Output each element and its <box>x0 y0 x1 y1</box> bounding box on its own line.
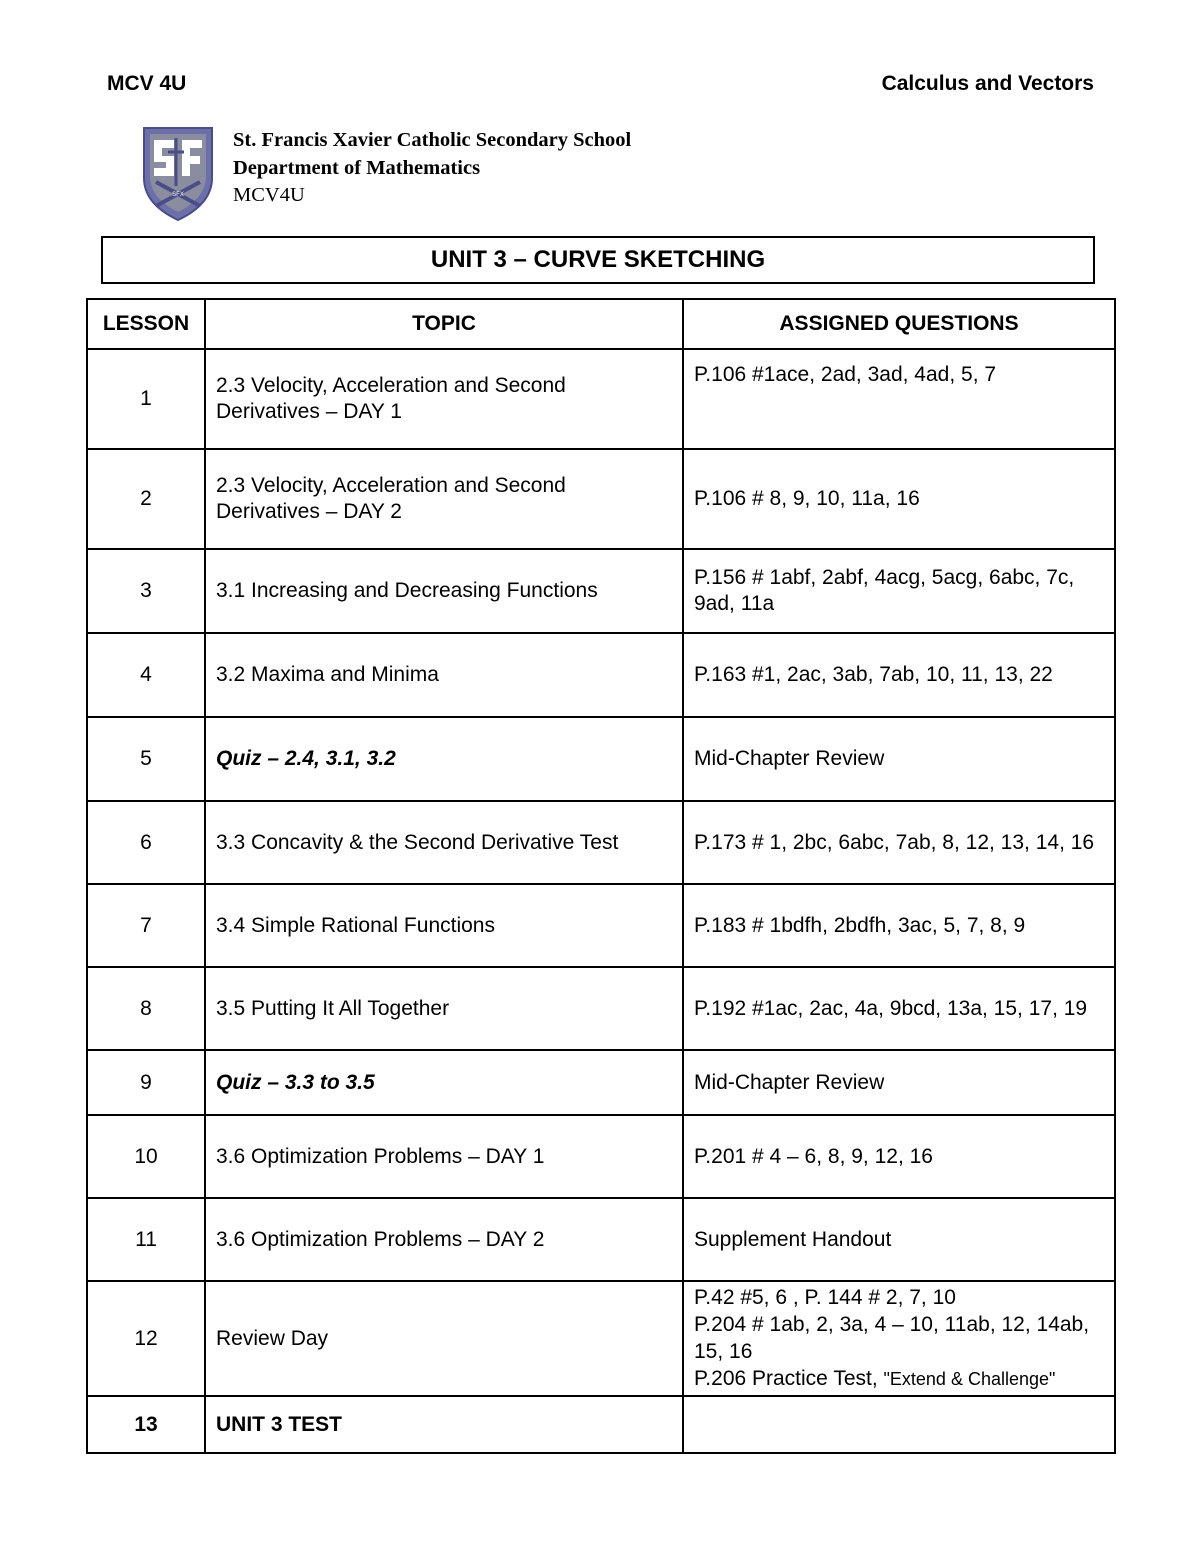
department-name: Department of Mathematics <box>233 156 481 179</box>
assigned-questions: P.192 #1ac, 2ac, 4a, 9bcd, 13a, 15, 17, 19 <box>683 967 1115 1050</box>
column-header-lesson: LESSON <box>87 299 205 349</box>
lesson-topic: 3.3 Concavity & the Second Derivative Test <box>205 801 683 884</box>
column-header-questions: ASSIGNED QUESTIONS <box>683 299 1115 349</box>
lesson-number: 3 <box>87 549 205 633</box>
assigned-questions: Mid-Chapter Review <box>683 717 1115 801</box>
sfx-crest-icon <box>142 126 214 222</box>
course-code-header: MCV 4U <box>107 72 187 95</box>
school-block <box>233 127 631 210</box>
lesson-number: 5 <box>87 717 205 801</box>
extend-challenge-text: "Extend & Challenge" <box>883 1369 1056 1389</box>
schedule-table <box>86 298 1116 1454</box>
lesson-topic: 3.5 Putting It All Together <box>205 967 683 1050</box>
lesson-number: 7 <box>87 884 205 967</box>
assigned-questions: P.173 # 1, 2bc, 6abc, 7ab, 8, 12, 13, 14, 16 <box>683 801 1115 884</box>
assigned-questions: P.156 # 1abf, 2abf, 4acg, 5acg, 6abc, 7c, 9ad, 11a <box>683 549 1115 633</box>
lesson-topic: Review Day <box>205 1281 683 1396</box>
assigned-questions: P.163 #1, 2ac, 3ab, 7ab, 10, 11, 13, 22 <box>683 633 1115 717</box>
table-row <box>87 633 1115 717</box>
table-row <box>87 349 1115 449</box>
lesson-number: 12 <box>87 1281 205 1396</box>
table-row <box>87 801 1115 884</box>
lesson-topic: 3.4 Simple Rational Functions <box>205 884 683 967</box>
table-row <box>87 967 1115 1050</box>
lesson-number: 1 <box>87 349 205 449</box>
lesson-topic: 2.3 Velocity, Acceleration and Second Derivatives – DAY 2 <box>205 449 683 549</box>
table-header-row <box>87 299 1115 349</box>
lesson-topic: UNIT 3 TEST <box>205 1396 683 1453</box>
assigned-questions: Supplement Handout <box>683 1198 1115 1281</box>
lesson-number: 11 <box>87 1198 205 1281</box>
lesson-topic: 3.6 Optimization Problems – DAY 2 <box>205 1198 683 1281</box>
table-row <box>87 884 1115 967</box>
assigned-questions: Mid-Chapter Review <box>683 1050 1115 1115</box>
course-name-header: Calculus and Vectors <box>881 72 1094 95</box>
assigned-questions: P.106 #1ace, 2ad, 3ad, 4ad, 5, 7 <box>683 349 1115 449</box>
table-row <box>87 1198 1115 1281</box>
assigned-questions: P.183 # 1bdfh, 2bdfh, 3ac, 5, 7, 8, 9 <box>683 884 1115 967</box>
lesson-topic: 3.6 Optimization Problems – DAY 1 <box>205 1115 683 1198</box>
table-row <box>87 1115 1115 1198</box>
table-row <box>87 1281 1115 1396</box>
table-row <box>87 1050 1115 1115</box>
lesson-topic: Quiz – 3.3 to 3.5 <box>205 1050 683 1115</box>
questions-line: P.42 #5, 6 , P. 144 # 2, 7, 10 <box>694 1286 956 1309</box>
lesson-number: 2 <box>87 449 205 549</box>
assigned-questions: P.106 # 8, 9, 10, 11a, 16 <box>683 449 1115 549</box>
lesson-topic: 3.1 Increasing and Decreasing Functions <box>205 549 683 633</box>
lesson-number: 9 <box>87 1050 205 1115</box>
assigned-questions: P.201 # 4 – 6, 8, 9, 12, 16 <box>683 1115 1115 1198</box>
table-row <box>87 717 1115 801</box>
lesson-number: 6 <box>87 801 205 884</box>
lesson-number: 8 <box>87 967 205 1050</box>
questions-line: P.204 # 1ab, 2, 3a, 4 – 10, 11ab, 12, 14ab, 15, 16 <box>694 1313 1090 1363</box>
crest-letters: SFX <box>172 192 184 198</box>
unit-title: UNIT 3 – CURVE SKETCHING <box>101 236 1095 284</box>
assigned-questions <box>683 1396 1115 1453</box>
lesson-topic: 3.2 Maxima and Minima <box>205 633 683 717</box>
assigned-questions <box>683 1281 1115 1396</box>
course-label: MCV4U <box>233 184 305 206</box>
lesson-number: 10 <box>87 1115 205 1198</box>
lesson-topic: Quiz – 2.4, 3.1, 3.2 <box>205 717 683 801</box>
questions-line <box>694 1365 1104 1393</box>
column-header-topic: TOPIC <box>205 299 683 349</box>
practice-test-text: P.206 Practice Test, <box>694 1367 884 1390</box>
table-row <box>87 449 1115 549</box>
lesson-topic: 2.3 Velocity, Acceleration and Second Derivatives – DAY 1 <box>205 349 683 449</box>
lesson-number: 4 <box>87 633 205 717</box>
table-row <box>87 549 1115 633</box>
lesson-number: 13 <box>87 1396 205 1453</box>
table-row <box>87 1396 1115 1453</box>
school-name: St. Francis Xavier Catholic Secondary School <box>233 129 632 151</box>
